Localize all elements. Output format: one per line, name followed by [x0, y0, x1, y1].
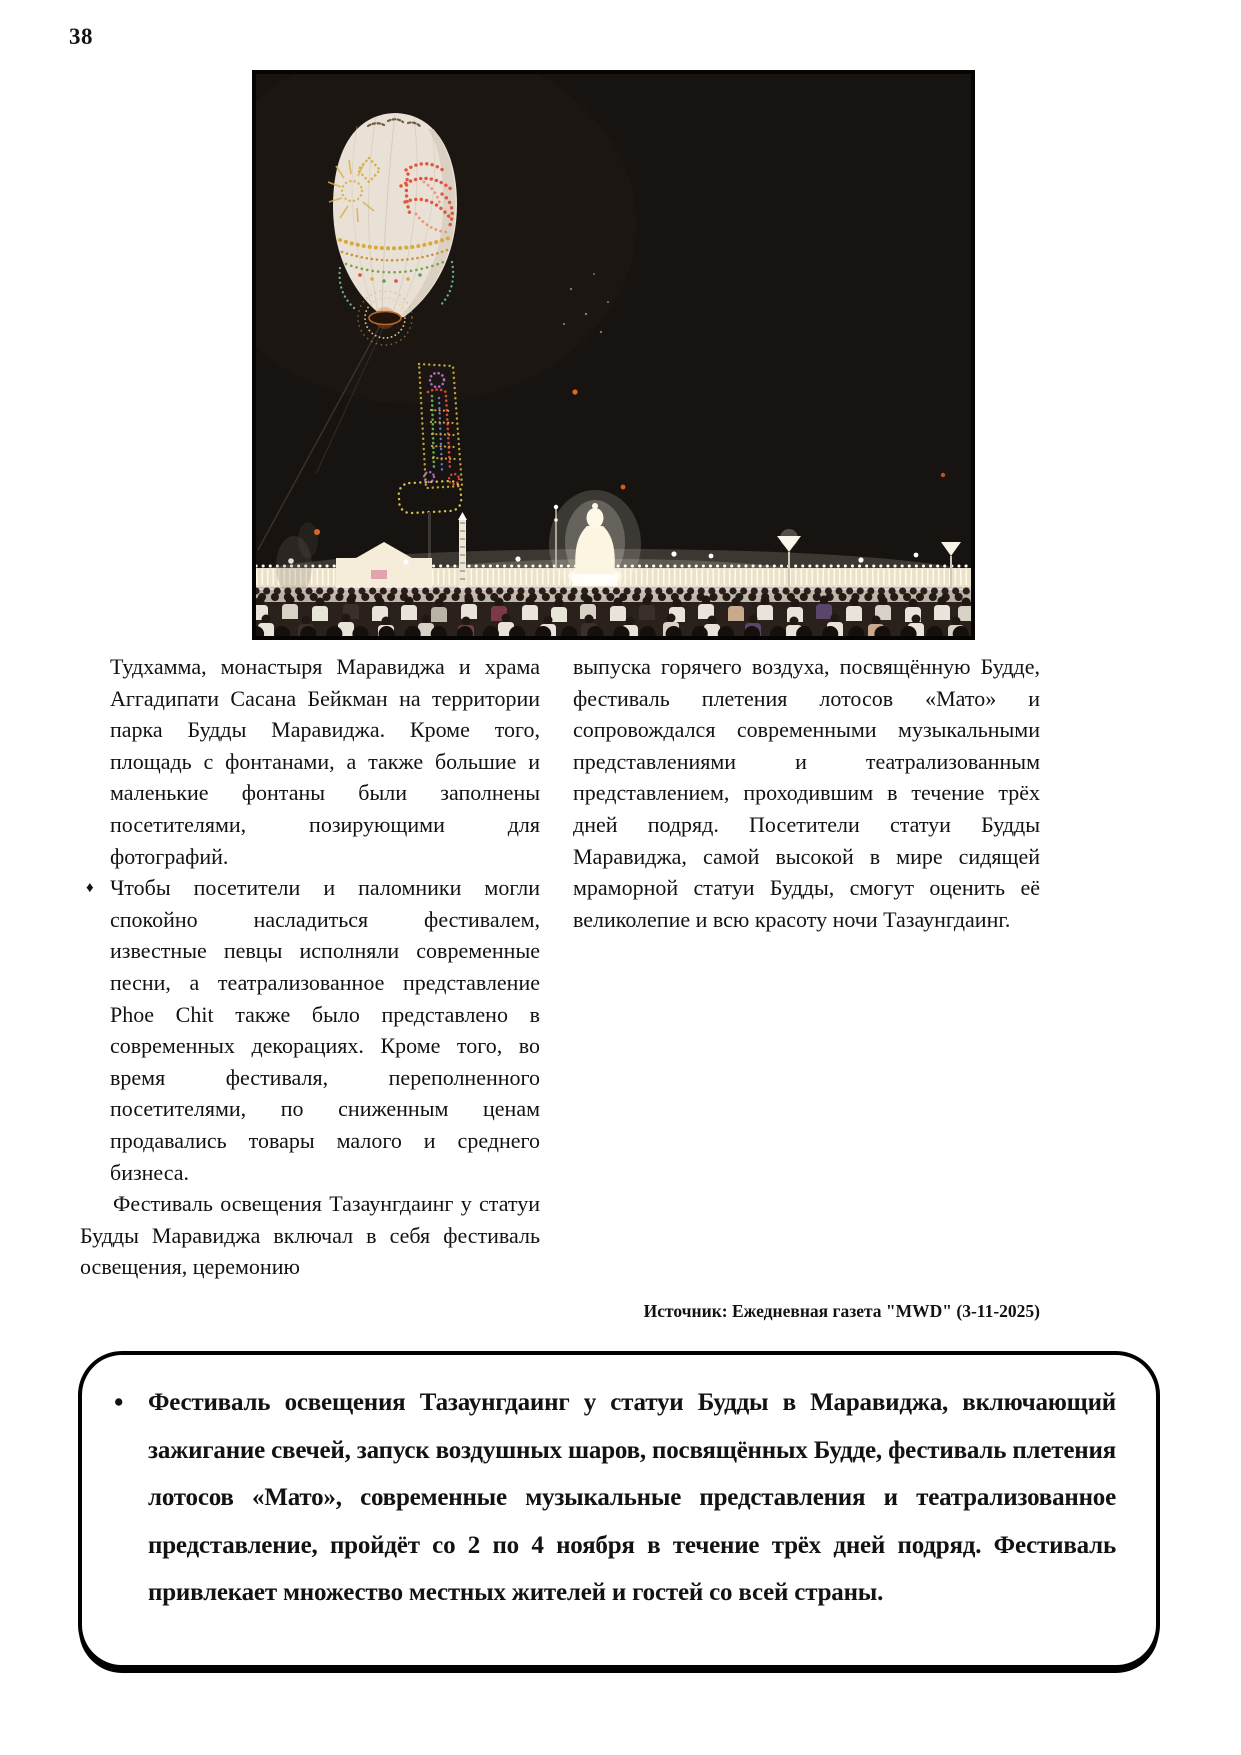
paragraph-text: Чтобы посетители и паломники могли спокойно насладиться фестивалем, известные певцы исполняли современные песни, а театрализованное представление Phoe Chit также было представлено в современных декорациях. Кроме того, во время фестиваля, переполненного посетителями, по сниженным ценам продавались товары малого и среднего бизнеса.: [110, 875, 540, 1185]
crowd: [256, 590, 971, 636]
source-attribution: Источник: Ежедневная газета "MWD" (3-11-2025): [643, 1301, 1040, 1321]
diamond-bullet: ♦: [86, 880, 94, 897]
article-right-column: [573, 651, 1040, 1283]
festival-photo: [252, 70, 975, 640]
paragraph: выпуска горячего воздуха, посвящённую Будде, фестиваль плетения лотосов «Мато» и сопровождался современными музыкальными представлениями и театрализованным представлением, проходившим в течение трёх дней подряд. Посетители статуи Будды Маравиджа, самой высокой в мире сидящей мраморной статуи Будды, смогут оценить её великолепие и всю красоту ночи Тазаунгдаинг.: [573, 654, 1040, 932]
article-left-column: [80, 651, 540, 1283]
night-festival-scene: [256, 74, 971, 636]
buddha-statue: [549, 490, 641, 598]
page-number: 38: [69, 24, 93, 49]
summary-text: Фестиваль освещения Тазаунгдаинг у статуи Будды в Маравиджа, включающий зажигание свечей, запуск воздушных шаров, посвящённых Будде, фестиваль плетения лотосов «Мато», современные музыкальные представления и театрализованное представление, пройдёт со 2 по 4 ноября в течение трёх дней подряд. Фестиваль привлекает множество местных жителей и гостей со всей страны.: [148, 1389, 1116, 1606]
paragraph: Тудхамма, монастыря Маравиджа и храма Аггадипати Сасана Бейкман на территории парка Будды Маравиджа. Кроме того, площадь с фонтанами, а также большие и маленькие фонтаны были заполнены посетителями, позирующими для фотографий.: [110, 654, 540, 869]
summary-box: [78, 1351, 1160, 1669]
round-bullet: •: [114, 1387, 124, 1417]
bulleted-paragraph: [80, 872, 540, 1188]
paragraph: Фестиваль освещения Тазаунгдаинг у статуи Будды Маравиджа включал в себя фестиваль освещения, церемонию: [80, 1191, 540, 1280]
article-body: [80, 651, 1040, 1283]
